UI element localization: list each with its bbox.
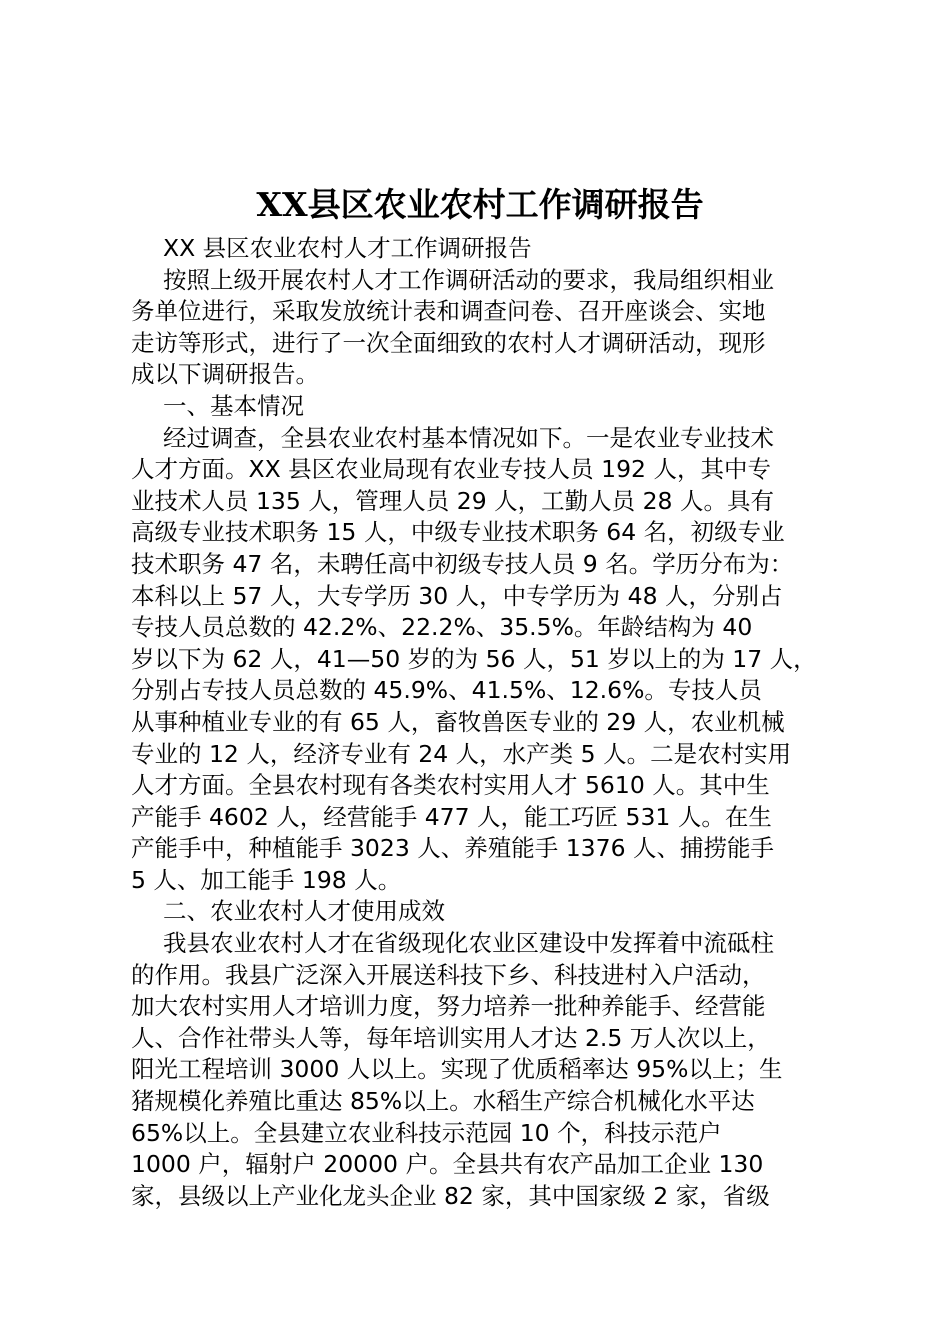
text-line: 阳光工程培训 3000 人以上。实现了优质稻率达 95%以上；生 <box>131 1055 783 1084</box>
text-line: 二、农业农村人才使用成效 <box>163 897 445 926</box>
text-line: 5 人、加工能手 198 人。 <box>131 865 402 894</box>
text-line: 走访等形式，进行了一次全面细致的农村人才调研活动，现形 <box>131 328 766 357</box>
text-line: 成以下调研报告。 <box>131 360 319 389</box>
text-line: 产能手中，种植能手 3023 人、养殖能手 1376 人、捕捞能手 <box>131 834 774 863</box>
text-line: 高级专业技术职务 15 人，中级专业技术职务 64 名，初级专业 <box>131 518 785 547</box>
text-line: 业技术人员 135 人，管理人员 29 人，工勤人员 28 人。具有 <box>131 486 774 515</box>
text-line: 从事种植业专业的有 65 人，畜牧兽医专业的 29 人，农业机械 <box>131 707 785 736</box>
text-line: 技术职务 47 名，未聘任高中初级专技人员 9 名。学历分布为： <box>131 549 794 578</box>
text-line: 家，县级以上产业化龙头企业 82 家，其中国家级 2 家，省级 <box>131 1181 770 1210</box>
text-line: 分别占专技人员总数的 45.9%、41.5%、12.6%。专技人员 <box>131 676 762 705</box>
text-line: 经过调查，全县农业农村基本情况如下。一是农业专业技术 <box>163 423 774 452</box>
text-line: 加大农村实用人才培训力度，努力培养一批种养能手、经营能 <box>131 992 766 1021</box>
text-line: 65%以上。全县建立农业科技示范园 10 个，科技示范户 <box>131 1118 722 1147</box>
text-line: 按照上级开展农村人才工作调研活动的要求，我局组织相业 <box>163 265 774 294</box>
text-line: 猪规模化养殖比重达 85%以上。水稻生产综合机械化水平达 <box>131 1087 755 1116</box>
text-line: 1000 户，辐射户 20000 户。全县共有农产品加工企业 130 <box>131 1150 764 1179</box>
text-line: 我县农业农村人才在省级现化农业区建设中发挥着中流砥柱 <box>163 929 774 958</box>
document-title: XX县区农业农村工作调研报告 <box>256 185 704 224</box>
text-line: 人才方面。全县农村现有各类农村实用人才 5610 人。其中生 <box>131 771 770 800</box>
document-body <box>131 233 851 1212</box>
text-line: 人才方面。XX 县区农业局现有农业专技人员 192 人，其中专 <box>131 455 771 484</box>
text-line: 岁以下为 62 人，41—50 岁的为 56 人，51 岁以上的为 17 人， <box>131 644 817 673</box>
text-line: 的作用。我县广泛深入开展送科技下乡、科技进村入户活动， <box>131 960 766 989</box>
text-line: 一、基本情况 <box>163 391 304 420</box>
text-line: 产能手 4602 人，经营能手 477 人，能工巧匠 531 人。在生 <box>131 802 772 831</box>
text-line: XX 县区农业农村人才工作调研报告 <box>163 234 532 262</box>
text-line: 专技人员总数的 42.2%、22.2%、35.5%。年龄结构为 40 <box>131 613 753 642</box>
text-line: 专业的 12 人，经济专业有 24 人，水产类 5 人。二是农村实用 <box>131 739 792 768</box>
text-line: 务单位进行，采取发放统计表和调查问卷、召开座谈会、实地 <box>131 297 766 326</box>
text-line: 本科以上 57 人，大专学历 30 人，中专学历为 48 人，分别占 <box>131 581 783 610</box>
text-line: 人、合作社带头人等，每年培训实用人才达 2.5 万人次以上， <box>131 1023 771 1052</box>
